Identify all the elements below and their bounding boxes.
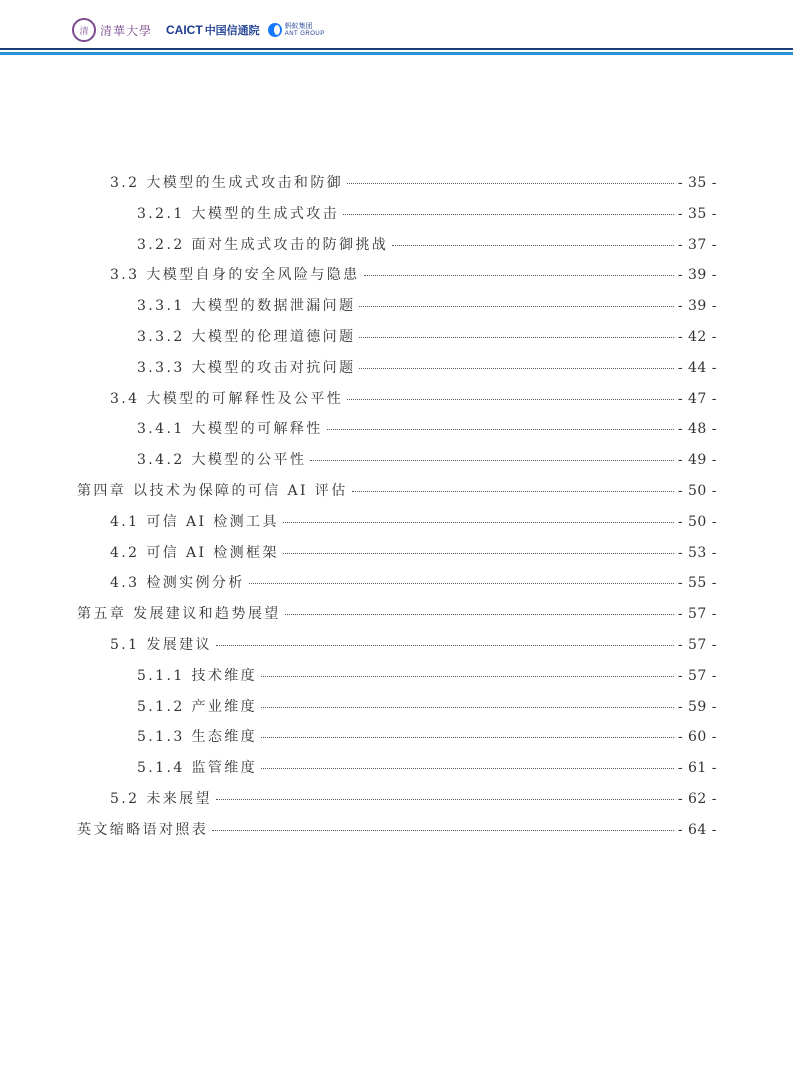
toc-dot-leader [285, 614, 674, 615]
toc-dot-leader [283, 522, 674, 523]
ant-group-icon [268, 23, 282, 37]
toc-entry[interactable] [110, 788, 717, 818]
toc-entry[interactable] [77, 480, 717, 510]
toc-entry[interactable] [137, 665, 717, 695]
tsinghua-seal-icon: 清 [72, 18, 96, 42]
toc-entry-title: 3.4 大模型的可解释性及公平性 [110, 390, 344, 407]
toc-entry[interactable] [77, 819, 717, 849]
toc-dot-leader [352, 491, 674, 492]
toc-entry-title: 第四章 以技术为保障的可信 AI 评估 [77, 483, 348, 499]
toc-entry-page: - 57 - [677, 667, 717, 684]
toc-entry-title: 第五章 发展建议和趋势展望 [77, 606, 281, 623]
toc-entry-title: 5.1.4 监管维度 [137, 760, 258, 777]
toc-entry-title: 3.4.2 大模型的公平性 [137, 452, 307, 469]
logo-group [72, 18, 325, 42]
tsinghua-logo [72, 18, 152, 42]
tsinghua-name: 清華大學 [100, 23, 153, 38]
toc-entry-title: 5.2 未来展望 [110, 791, 212, 807]
header-rule-light [0, 52, 793, 55]
ant-group-name-cn: 蚂蚁集团 [284, 22, 313, 30]
toc-entry-page: - 53 - [677, 544, 717, 561]
toc-entry-title: 4.2 可信 AI 检测框架 [110, 544, 279, 561]
toc-dot-leader [347, 183, 674, 184]
toc-dot-leader [347, 399, 674, 400]
toc-entry[interactable] [110, 634, 717, 664]
toc-entry-title: 3.3.1 大模型的数据泄漏问题 [137, 298, 356, 315]
ant-group-name-en: ANT GROUP [284, 31, 325, 37]
toc-entry-page: - 64 - [677, 821, 717, 838]
toc-entry[interactable] [110, 572, 717, 602]
toc-dot-leader [249, 583, 674, 584]
ant-group-logo [268, 22, 325, 38]
toc-entry-title: 3.3 大模型自身的安全风险与隐患 [110, 267, 360, 284]
toc-dot-leader [364, 275, 674, 276]
toc-entry[interactable] [137, 449, 717, 479]
toc-entry-page: - 39 - [677, 267, 717, 284]
toc-entry-title: 3.4.1 大模型的可解释性 [137, 421, 323, 438]
toc-entry[interactable] [137, 726, 717, 756]
toc-dot-leader [261, 768, 674, 769]
toc-entry-page: - 48 - [677, 421, 717, 438]
toc-entry-title: 3.2 大模型的生成式攻击和防御 [110, 175, 344, 191]
toc-entry[interactable] [110, 172, 717, 202]
toc-entry-page: - 44 - [677, 359, 717, 376]
toc-entry[interactable] [110, 511, 717, 541]
toc-dot-leader [216, 799, 674, 800]
toc-entry[interactable] [137, 203, 717, 233]
toc-entry-page: - 61 - [677, 760, 717, 777]
toc-entry-title: 5.1 发展建议 [110, 637, 212, 653]
toc-entry-title: 3.3.2 大模型的伦理道德问题 [137, 329, 356, 345]
toc-dot-leader [310, 460, 674, 461]
toc-entry-title: 3.3.3 大模型的攻击对抗问题 [137, 359, 356, 376]
toc-dot-leader [261, 737, 674, 738]
toc-dot-leader [212, 830, 674, 831]
toc-entry[interactable] [110, 542, 717, 572]
toc-entry[interactable] [137, 295, 717, 325]
toc-dot-leader [261, 707, 674, 708]
caict-logo-en: CAICT [166, 23, 203, 37]
toc-entry-page: - 60 - [677, 729, 717, 746]
toc-dot-leader [359, 368, 673, 369]
toc-entry-title: 5.1.2 产业维度 [137, 698, 258, 715]
toc-entry-page: - 47 - [677, 390, 717, 407]
toc-entry-page: - 55 - [677, 575, 717, 592]
page-header [0, 0, 793, 56]
toc-entry[interactable] [137, 418, 717, 448]
toc-entry-title: 4.3 检测实例分析 [110, 575, 245, 592]
toc-entry-title: 4.1 可信 AI 检测工具 [110, 513, 279, 530]
toc-entry-page: - 37 - [677, 236, 717, 253]
toc-entry-title: 3.2.1 大模型的生成式攻击 [137, 205, 340, 222]
toc-entry[interactable] [137, 696, 717, 726]
toc-entry[interactable] [110, 264, 717, 294]
header-rule-dark [0, 48, 793, 50]
toc-entry[interactable] [137, 357, 717, 387]
toc-dot-leader [327, 429, 674, 430]
toc-entry-page: - 57 - [677, 637, 717, 653]
toc-entry[interactable] [137, 234, 717, 264]
toc-entry-page: - 35 - [677, 175, 717, 191]
toc-entry-page: - 57 - [677, 606, 717, 623]
toc-dot-leader [283, 553, 674, 554]
toc-entry-title: 5.1.3 生态维度 [137, 729, 258, 746]
toc-entry-page: - 49 - [677, 452, 717, 469]
toc-dot-leader [261, 676, 674, 677]
toc-entry[interactable] [110, 388, 717, 418]
toc-entry-title: 5.1.1 技术维度 [137, 667, 258, 684]
toc-entry-page: - 50 - [677, 513, 717, 530]
toc-entry[interactable] [137, 757, 717, 787]
toc-entry-title: 3.2.2 面对生成式攻击的防御挑战 [137, 236, 389, 253]
toc-entry-page: - 39 - [677, 298, 717, 315]
toc-dot-leader [359, 337, 673, 338]
toc-entry[interactable] [77, 603, 717, 633]
toc-entry[interactable] [137, 326, 717, 356]
toc-entry-page: - 50 - [677, 483, 717, 499]
toc-entry-title: 英文缩略语对照表 [77, 821, 209, 838]
toc-dot-leader [392, 245, 674, 246]
toc-entry-page: - 42 - [677, 329, 717, 345]
toc-entry-page: - 59 - [677, 698, 717, 715]
toc-dot-leader [216, 645, 674, 646]
caict-logo-cn: 中国信通院 [204, 24, 260, 37]
toc-entry-page: - 35 - [677, 205, 717, 222]
toc-dot-leader [343, 214, 674, 215]
toc-dot-leader [359, 306, 673, 307]
toc-entry-page: - 62 - [677, 791, 717, 807]
